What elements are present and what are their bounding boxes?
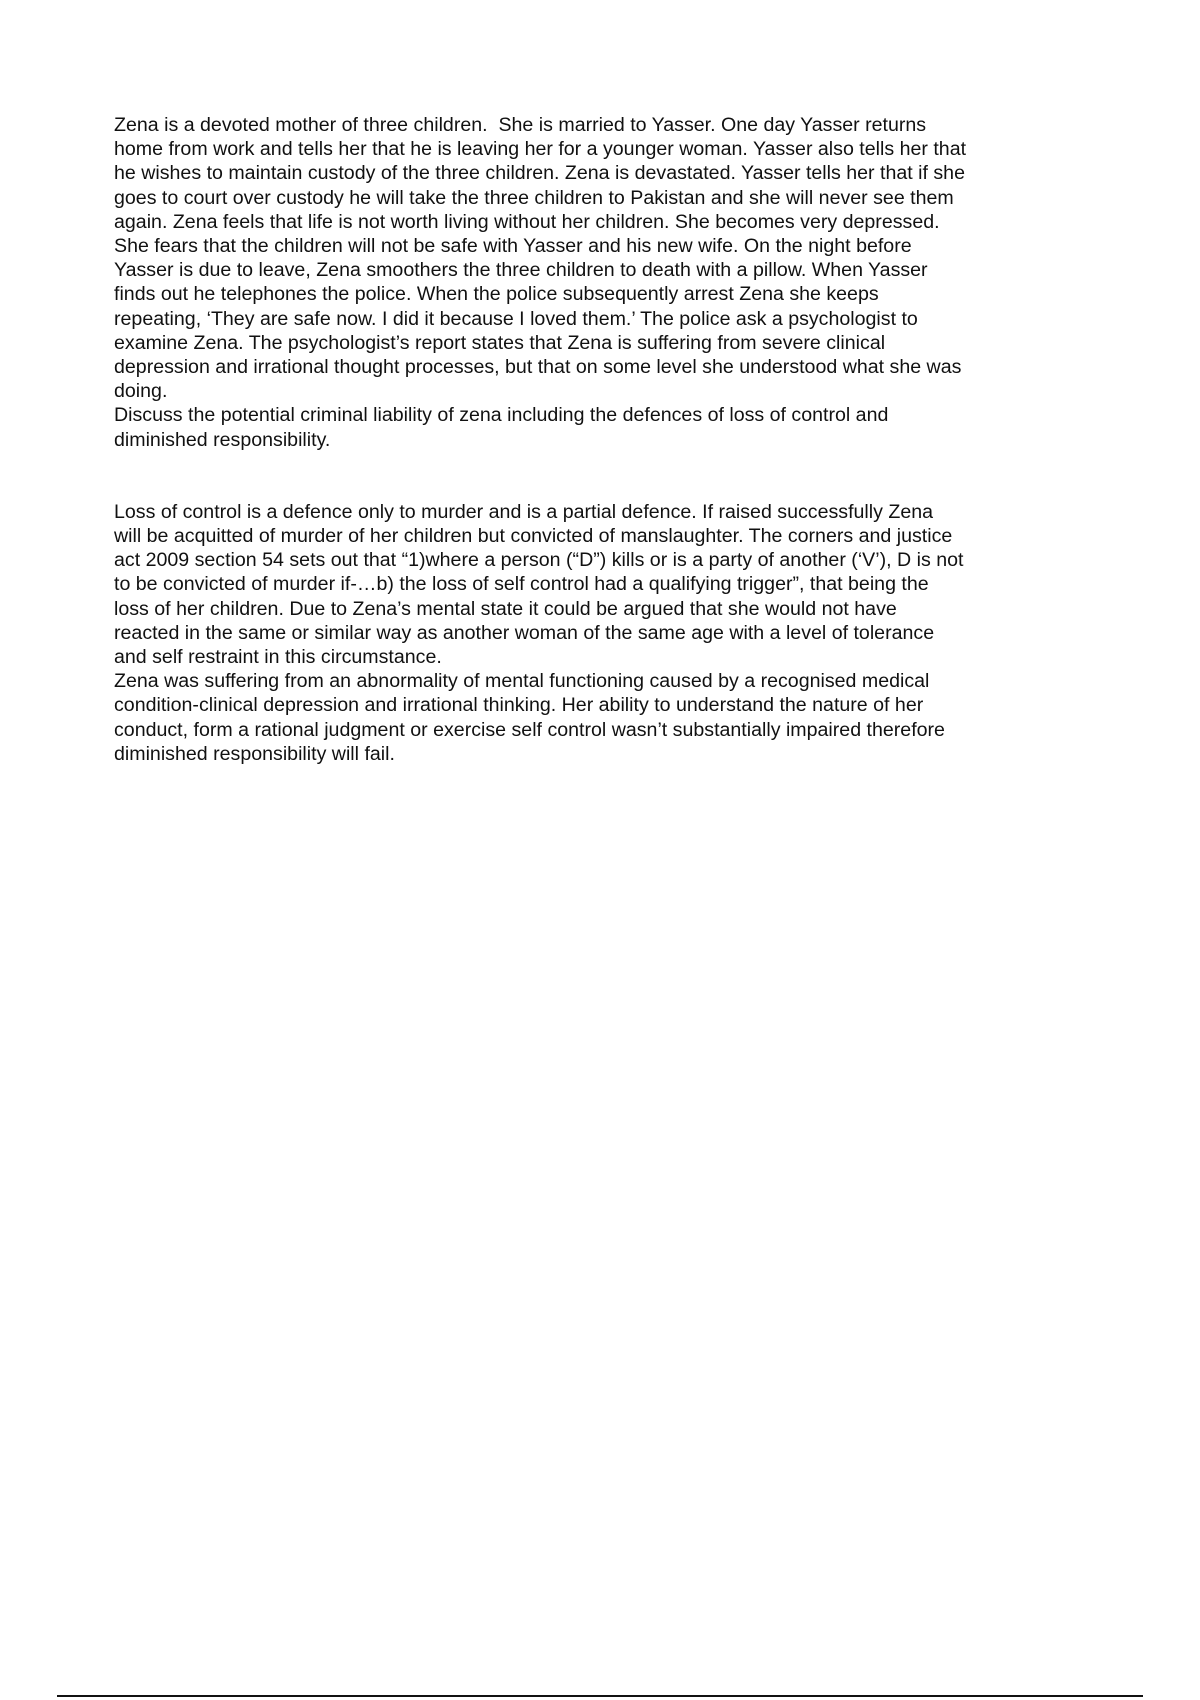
text-line: finds out he telephones the police. When the police subsequently arrest Zena she keeps (114, 283, 879, 306)
text-line: to be convicted of murder if-…b) the loss of self control had a qualifying trigger”, that being the (114, 573, 929, 596)
text-line: depression and irrational thought processes, but that on some level she understood what she was (114, 356, 962, 379)
text-line: goes to court over custody he will take the three children to Pakistan and she will never see them (114, 186, 954, 209)
text-line: loss of her children. Due to Zena’s mental state it could be argued that she would not have (114, 597, 897, 620)
question-paragraph (114, 403, 1094, 451)
text-line: he wishes to maintain custody of the three children. Zena is devastated. Yasser tells her that if she (114, 162, 965, 185)
diminished-responsibility-paragraph (114, 669, 1094, 766)
document-body (114, 113, 1094, 766)
text-line: conduct, form a rational judgment or exercise self control wasn’t substantially impaired therefore (114, 718, 945, 741)
text-line: and self restraint in this circumstance. (114, 646, 442, 669)
text-line: examine Zena. The psychologist’s report states that Zena is suffering from severe clinical (114, 331, 886, 354)
text-line: Zena is a devoted mother of three children. She is married to Yasser. One day Yasser returns (114, 114, 927, 136)
text-line: reacted in the same or similar way as another woman of the same age with a level of tolerance (114, 621, 935, 644)
text-line: diminished responsibility will fail. (114, 742, 395, 765)
text-line: Loss of control is a defence only to murder and is a partial defence. If raised successfully Zena (114, 500, 934, 523)
text-line: Zena was suffering from an abnormality of mental functioning caused by a recognised medical (114, 670, 930, 693)
text-line: diminished responsibility. (114, 428, 331, 451)
text-line: repeating, ‘They are safe now. I did it because I loved them.’ The police ask a psychologist to (114, 307, 918, 330)
text-line: act 2009 section 54 sets out that “1)where a person (“D”) kills or is a party of another (‘V’), D is not (114, 549, 964, 572)
text-line: She fears that the children will not be safe with Yasser and his new wife. On the night before (114, 235, 912, 258)
scenario-paragraph (114, 113, 1094, 403)
footer-divider (57, 1695, 1143, 1697)
text-line: home from work and tells her that he is leaving her for a younger woman. Yasser also tells her that (114, 138, 967, 161)
text-line: condition-clinical depression and irrational thinking. Her ability to understand the nature of her (114, 694, 924, 717)
text-line: again. Zena feels that life is not worth living without her children. She becomes very depressed. (114, 210, 940, 233)
text-line: Yasser is due to leave, Zena smoothers the three children to death with a pillow. When Yasser (114, 259, 928, 282)
paragraph-gap (114, 452, 1094, 500)
loss-of-control-paragraph (114, 500, 1094, 669)
text-line: will be acquitted of murder of her children but convicted of manslaughter. The corners and justice (114, 525, 953, 548)
text-line: doing. (114, 380, 168, 403)
text-line: Discuss the potential criminal liability of zena including the defences of loss of control and (114, 404, 889, 427)
